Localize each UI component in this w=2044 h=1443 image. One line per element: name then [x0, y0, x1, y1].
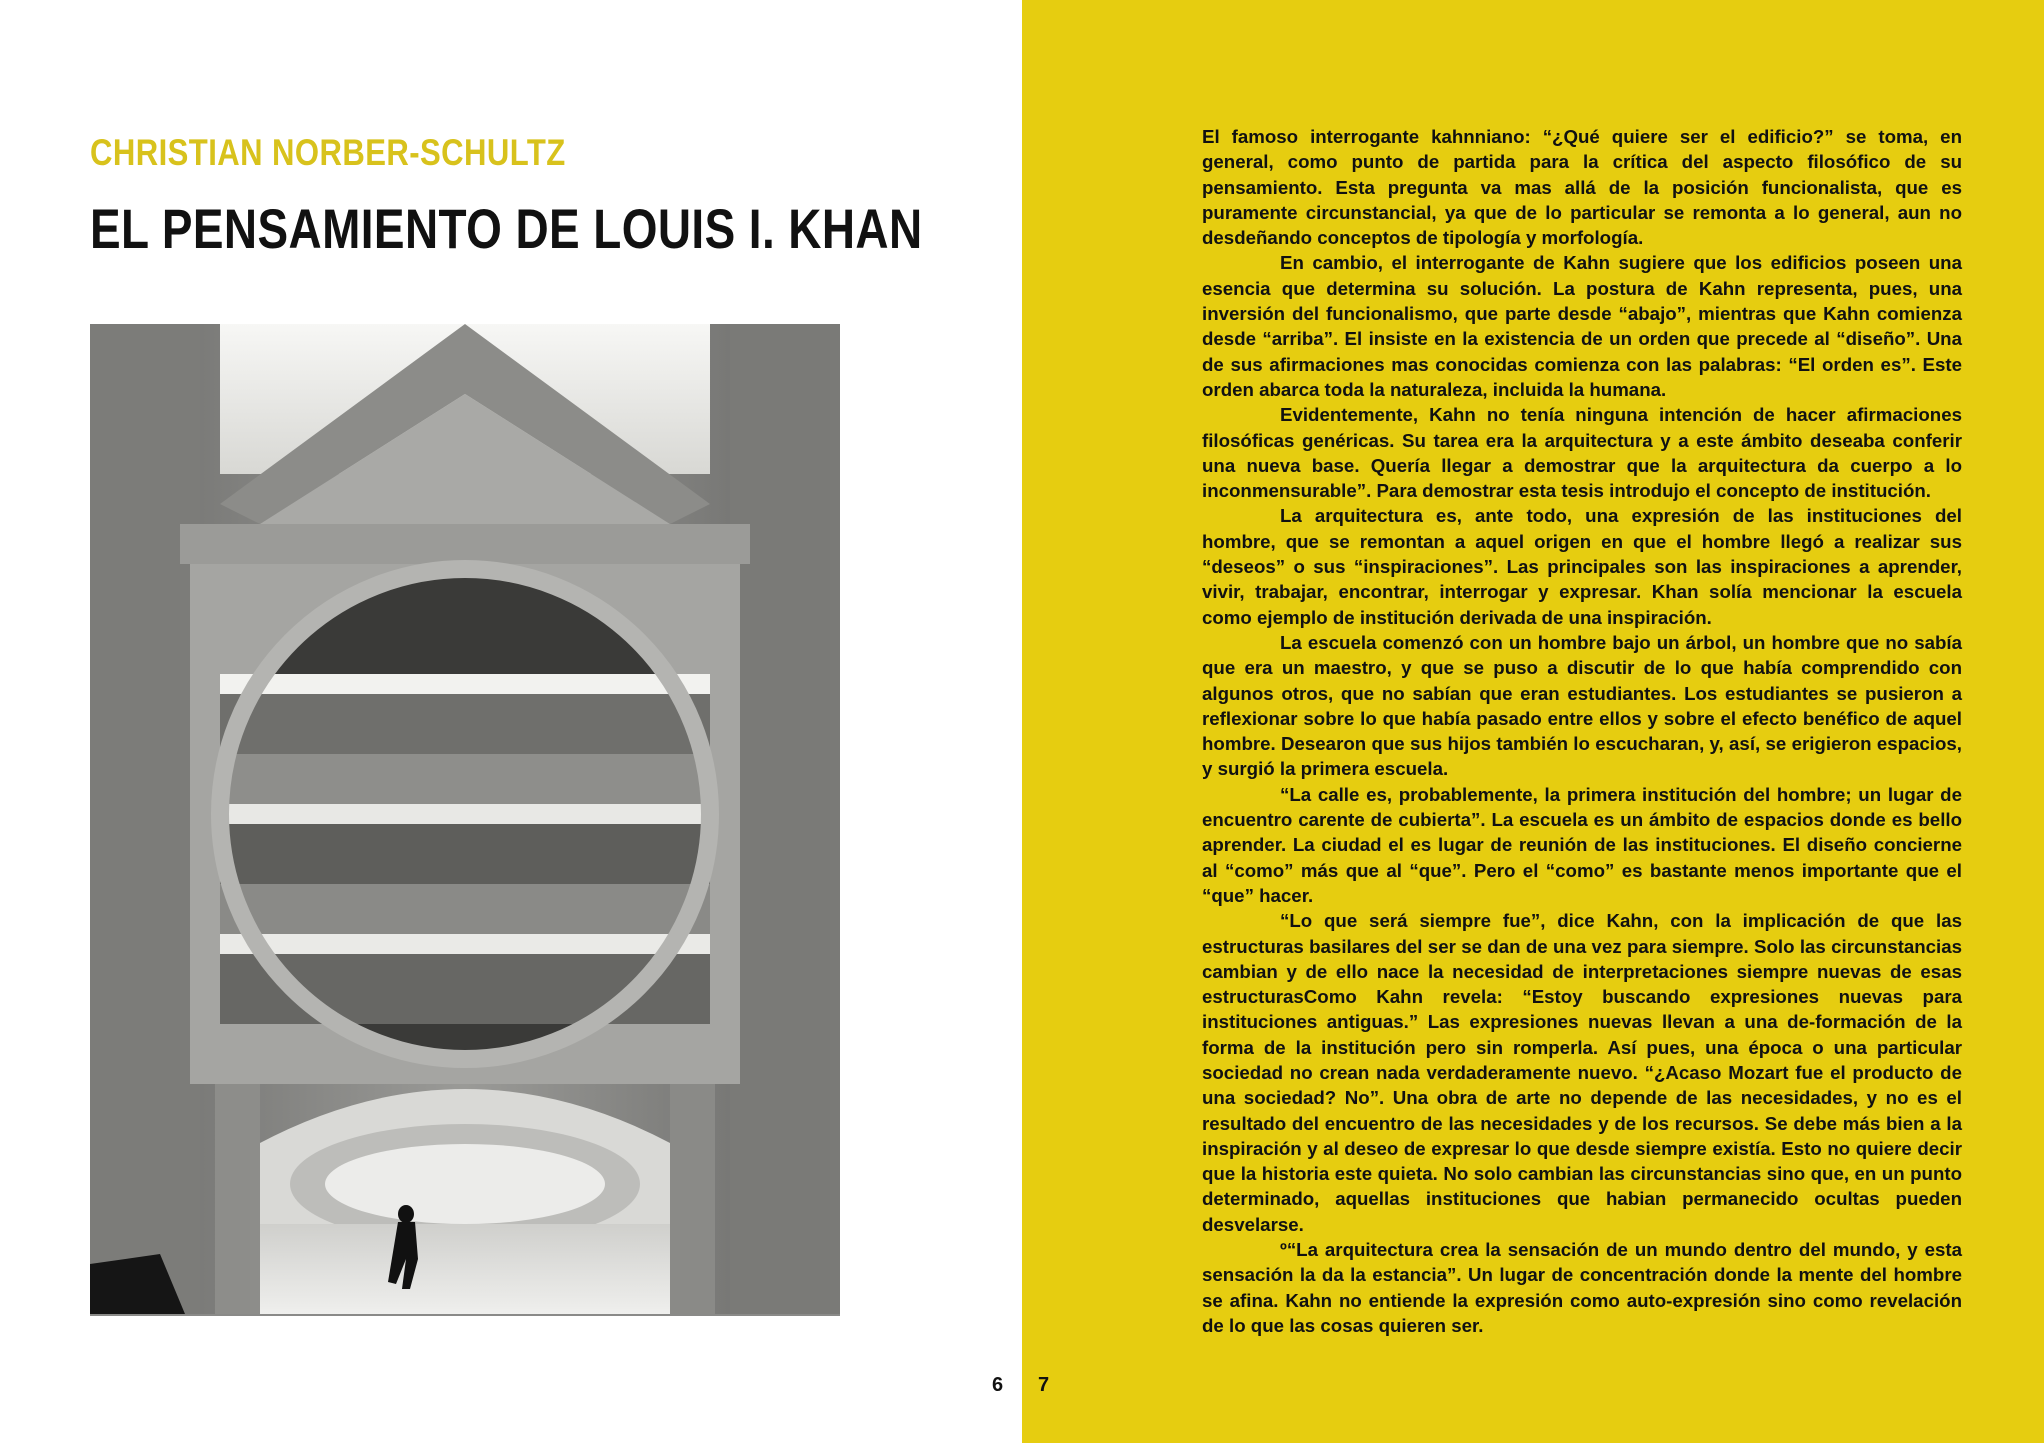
paragraph: º“La arquitectura crea la sensación de un mundo dentro del mundo, y esta sensación la da la estancia”. Un lugar de concentración donde la mente del hombre se afina. Kahn no entiende la expresión como auto-expresión sino como revelación de lo que las cosas quieren ser. — [1202, 1239, 1962, 1336]
article-title: EL PENSAMIENTO DE LOUIS I. KHAN — [90, 197, 923, 260]
photo-illustration — [90, 324, 840, 1316]
paragraph: Evidentemente, Kahn no tenía ninguna intención de hacer afirmaciones filosóficas genéricas. Su tarea era la arquitectura y a este ámbito deseaba conferir una nueva base. Quería llegar a demostrar que la arquitectura da cuerpo a lo inconmensurable”. Para demostrar esta tesis introdujo el concepto de institución. — [1202, 404, 1962, 502]
paragraph: “Lo que será siempre fue”, dice Kahn, con la implicación de que las estructuras basilares del ser se dan de una vez para siempre. Solo las circunstancias cambian y de ello nace la necesidad de interpretaciones siempre nuevas de esas estructurasComo Kahn revela: “Estoy buscando expresiones nuevas para instituciones antiguas.” Las expresiones nuevas llevan a una de-formación de la forma de la institución pero sin romperla. Así pues, una época o una particular sociedad no crean nada verdaderamente nuevo. “¿Acaso Mozart fue el producto de una sociedad? No”. Una obra de arte no depende de las necesidades, y no es el resultado del encuentro de las necesidades y de los recursos. Se debe más bien a la inspiración y al deseo de expresar lo que desde siempre existía. Esto no quiere decir que la historia este quieta. No solo cambian las circunstancias sino que, en un punto determinado, aquellas instituciones que habian permanecido ocultas pueden desvelarse. — [1202, 910, 1962, 1235]
page-number-left: 6 — [992, 1374, 1004, 1396]
library-atrium-photo — [90, 324, 840, 1316]
paragraph: En cambio, el interrogante de Kahn sugiere que los edificios poseen una esencia que determina su solución. La postura de Kahn representa, pues, una inversión del funcionalismo, que parte desde “abajo”, mientras que Kahn comienza desde “arriba”. El insiste en la existencia de un orden que precede al “diseño”. Una de sus afirmaciones mas conocidas comienza con las palabras: “El orden es”. Este orden abarca toda la naturaleza, incluida la humana. — [1202, 252, 1962, 400]
paragraph: La arquitectura es, ante todo, una expresión de las instituciones del hombre, que se remontan a aquel origen en que el hombre llegó a realizar sus “deseos” o sus “inspiraciones”. Las principales son las inspiraciones a aprender, vivir, trabajar, encontrar, interrogar y expresar. Khan solía mencionar la escuela como ejemplo de institución derivada de una inspiración. — [1202, 505, 1962, 628]
paragraph: El famoso interrogante kahnniano: “¿Qué quiere ser el edificio?” se toma, en general, como punto de partida para la crítica del aspecto filosófico de su pensamiento. Esta pregunta va mas allá de la posición funcionalista, que es puramente circunstancial, ya que de lo particular se remonta a lo general, aun no desdeñando conceptos de tipología y morfología. — [1202, 126, 1962, 249]
paragraph: La escuela comenzó con un hombre bajo un árbol, un hombre que no sabía que era un maestro, y que se puso a discutir de lo que había comprendido con algunos otros, que no sabían que eran estudiantes. Los estudiantes se pusieron a reflexionar sobre lo que había pasado entre ellos y sobre el efecto benéfico de aquel hombre. Desearon que sus hijos también lo escucharan, y, así, se erigieron espacios, y surgió la primera escuela. — [1202, 631, 1962, 780]
paragraph: “La calle es, probablemente, la primera institución del hombre; un lugar de encuentro carente de cubierta”. La escuela es un ámbito de espacios donde es bello aprender. La ciudad el es lugar de reunión de las instituciones. El diseño concierne al “como” más que al “que”. Pero el “como” es bastante menos importante que el “que” hacer. — [1202, 783, 1962, 906]
article-body — [1202, 124, 1962, 1338]
page-number-right: 7 — [1038, 1374, 1050, 1396]
author-name: CHRISTIAN NORBER-SCHULTZ — [90, 132, 566, 173]
